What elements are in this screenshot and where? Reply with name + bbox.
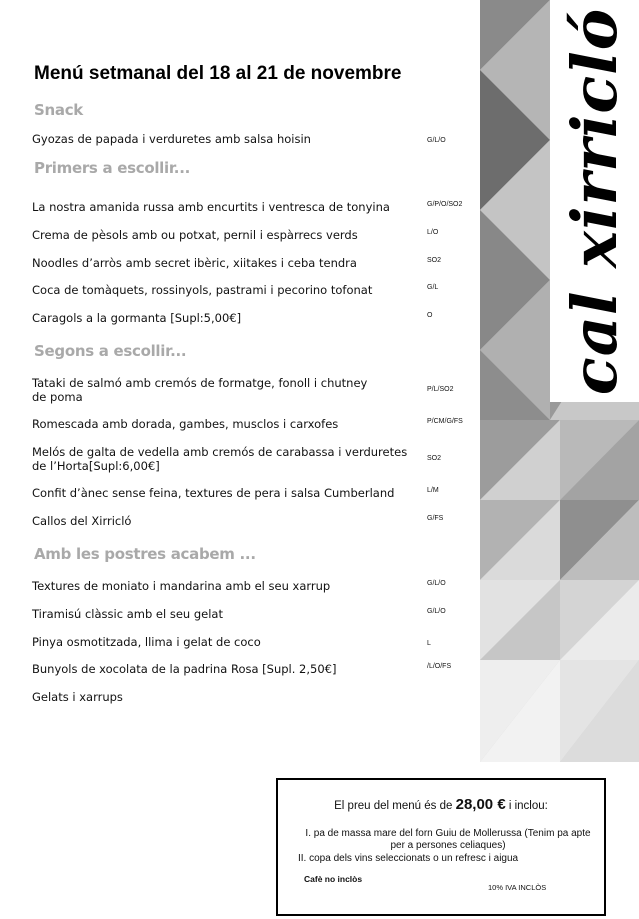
includes-item: I. pa de massa mare del forn Guiu de Mollerussa (Tenim pa apte per a persones celiaques) <box>305 828 591 851</box>
menu-title: Menú setmanal del 18 al 21 de novembre <box>34 63 402 84</box>
allergen-code: G/L/O <box>427 608 446 615</box>
allergen-code: P/CM/G/FS <box>427 418 463 425</box>
price-prefix: El preu del menú és de <box>334 800 453 812</box>
menu-item: Gyozas de papada i verduretes amb salsa hoisin <box>32 132 311 146</box>
menu-item: Textures de moniato i mandarina amb el seu xarrup <box>32 579 331 593</box>
menu-item: Confit d’ànec sense feina, textures de pera i salsa Cumberland <box>32 486 395 500</box>
includes-item: II. copa dels vins seleccionats o un refresc i aigua <box>298 853 519 864</box>
menu-item: Callos del Xirricló <box>32 514 132 528</box>
menu-item: La nostra amanida russa amb encurtits i ventresca de tonyina <box>32 200 390 214</box>
menu-price: 28,00 € <box>455 796 506 813</box>
menu-item: Romescada amb dorada, gambes, musclos i carxofes <box>32 417 339 431</box>
allergen-code: G/L/O <box>427 137 446 144</box>
allergen-code: G/FS <box>427 515 444 522</box>
logo-card <box>550 0 639 402</box>
allergen-code: G/P/O/SO2 <box>427 201 463 208</box>
allergen-code: G/L/O <box>427 580 446 587</box>
allergen-code: /L/O/FS <box>427 663 452 670</box>
menu-item: Tiramisú clàssic amb el seu gelat <box>32 607 223 621</box>
allergen-code: L/M <box>427 487 439 494</box>
section-heading-postres: Amb les postres acabem ... <box>34 545 256 563</box>
menu-item: Crema de pèsols amb ou potxat, pernil i espàrrecs verds <box>32 228 358 242</box>
price-box <box>276 778 606 916</box>
allergen-code: G/L <box>427 284 439 291</box>
price-line <box>278 796 604 813</box>
restaurant-logo: cal xirricló <box>558 7 631 395</box>
vat-note: 10% IVA INCLÒS <box>488 883 547 892</box>
menu-item: Caragols a la gormanta [Supl:5,00€] <box>32 311 242 325</box>
allergen-code: SO2 <box>427 257 442 264</box>
menu-item: Coca de tomàquets, rossinyols, pastrami i pecorino tofonat <box>32 283 373 297</box>
menu-item: Melós de galta de vedella amb cremós de carabassa i verduretes de l’Horta[Supl:6,00€] <box>32 445 408 473</box>
allergen-code: L <box>427 640 431 647</box>
price-suffix: i inclou: <box>508 800 548 812</box>
section-heading-primers: Primers a escollir... <box>34 159 191 177</box>
menu-item: Gelats i xarrups <box>32 690 123 704</box>
menu-item: Tataki de salmó amb cremós de formatge, fonoll i chutney de poma <box>32 376 368 404</box>
allergen-code: O <box>427 312 433 319</box>
allergen-code: P/L/SO2 <box>427 386 454 393</box>
allergen-code: SO2 <box>427 455 442 462</box>
coffee-note: Cafè no inclòs <box>304 874 363 884</box>
menu-item: Bunyols de xocolata de la padrina Rosa [Supl. 2,50€] <box>32 662 337 676</box>
menu-item: Pinya osmotitzada, llima i gelat de coco <box>32 635 261 649</box>
allergen-code: L/O <box>427 229 439 236</box>
section-heading-snack: Snack <box>34 101 83 119</box>
menu-item: Noodles d’arròs amb secret ibèric, xiitakes i ceba tendra <box>32 256 357 270</box>
section-heading-segons: Segons a escollir... <box>34 342 187 360</box>
